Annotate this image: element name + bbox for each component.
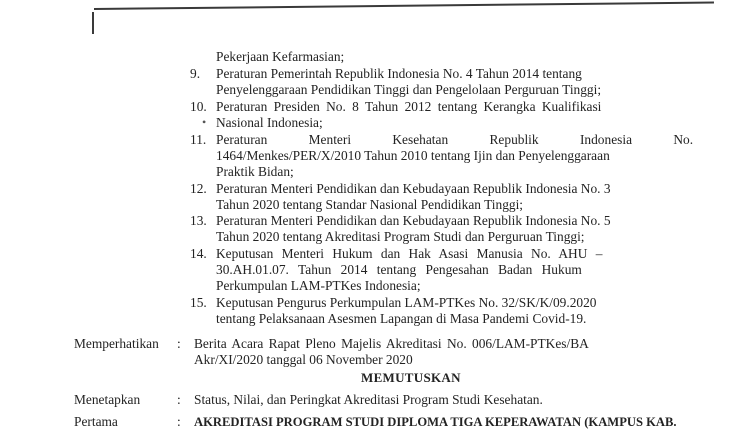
list-item-line: tentang Pelaksanaan Asesmen Lapangan di Masa Pandemi Covid-19. [216, 311, 587, 326]
menetapkan-label: Menetapkan [74, 392, 141, 407]
list-item-line: Keputusan Pengurus Perkumpulan LAM-PTKes No. 32/SK/K/09.2020 [216, 295, 597, 310]
list-item-line: Tahun 2020 tentang Akreditasi Program Studi dan Perguruan Tinggi; [216, 229, 585, 244]
continuation-line: Pekerjaan Kefarmasian; [216, 49, 345, 64]
memperhatikan-text: Akr/XI/2020 tanggal 06 November 2020 [194, 352, 413, 367]
list-number: 13. [190, 213, 207, 228]
list-item-line: 30.AH.01.07. Tahun 2014 tentang Pengesahan Badan Hukum [216, 262, 582, 277]
menetapkan-text: Status, Nilai, dan Peringkat Akreditasi Program Studi Kesehatan. [194, 392, 543, 407]
list-number: 10. [190, 99, 207, 114]
list-item-line: Penyelenggaraan Pendidikan Tinggi dan Pengelolaan Perguruan Tinggi; [216, 82, 602, 97]
list-item-line: Peraturan Menteri Pendidikan dan Kebudayaan Republik Indonesia No. 5 [216, 213, 611, 228]
list-item-line: Peraturan Menteri Pendidikan dan Kebudayaan Republik Indonesia No. 3 [216, 181, 611, 196]
memperhatikan-label: Memperhatikan [74, 336, 159, 351]
list-item-line: Peraturan Pemerintah Republik Indonesia No. 4 Tahun 2014 tentang [216, 66, 582, 81]
pertama-text: AKREDITASI PROGRAM STUDI DIPLOMA TIGA KEPERAWATAN (KAMPUS KAB. [194, 415, 677, 429]
list-number: 9. [190, 66, 201, 81]
list-item-line: Peraturan Presiden No. 8 Tahun 2012 tentang Kerangka Kualifikasi [216, 99, 602, 114]
scan-speck: • [202, 115, 207, 129]
memutuskan-heading: MEMUTUSKAN [361, 370, 461, 385]
list-item-line: Perkumpulan LAM-PTKes Indonesia; [216, 278, 421, 293]
list-item-line: Praktik Bidan; [216, 164, 294, 179]
pertama-label: Pertama [74, 414, 118, 429]
list-number: 15. [190, 295, 207, 310]
list-number: 14. [190, 246, 207, 261]
list-item-line: Tahun 2020 tentang Standar Nasional Pendidikan Tinggi; [216, 197, 524, 212]
list-item-line: Nasional Indonesia; [216, 115, 323, 130]
memperhatikan-text: Berita Acara Rapat Pleno Majelis Akreditasi No. 006/LAM-PTKes/BA [194, 336, 589, 351]
list-number: 12. [190, 181, 207, 196]
list-item-line: Keputusan Menteri Hukum dan Hak Asasi Manusia No. AHU – [216, 246, 603, 261]
page-top-edge [94, 2, 714, 16]
list-item-line: 1464/Menkes/PER/X/2010 Tahun 2010 tentang Ijin dan Penyelenggaraan [216, 148, 610, 163]
pertama-colon: : [177, 414, 181, 429]
list-item-line: Peraturan Menteri Kesehatan Republik Indonesia No. [216, 132, 694, 147]
list-number: 11. [190, 132, 207, 147]
memperhatikan-colon: : [177, 336, 181, 351]
page-corner-edge [92, 12, 94, 34]
menetapkan-colon: : [177, 392, 181, 407]
